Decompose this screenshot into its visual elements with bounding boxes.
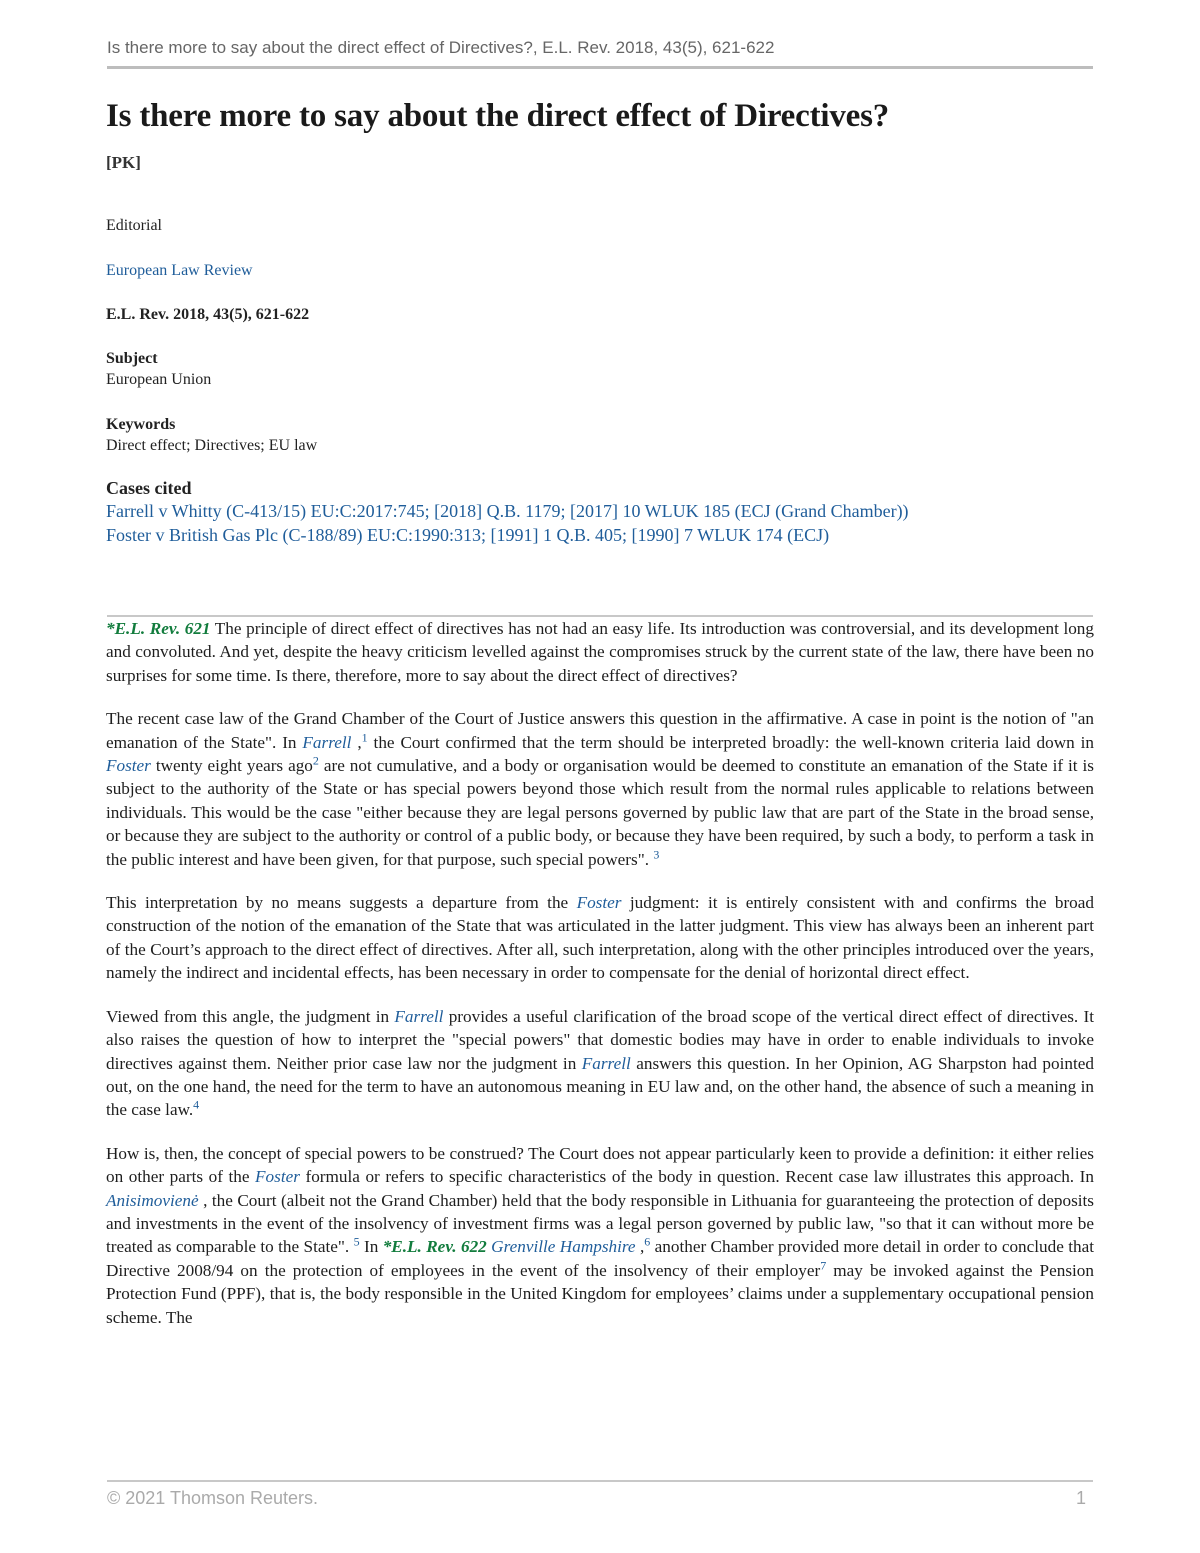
case-ref-grenville-hampshire[interactable]: Grenville Hampshire xyxy=(491,1237,636,1257)
journal-link[interactable]: European Law Review xyxy=(106,262,253,279)
case-ref-foster[interactable]: Foster xyxy=(576,893,622,913)
case-link-farrell[interactable]: Farrell v Whitty (C-413/15) EU:C:2017:745; [2018] Q.B. 1179; [2017] 10 WLUK 185 (ECJ (Grand Chamber)) xyxy=(106,501,909,521)
page-number: 1 xyxy=(1076,1488,1087,1508)
footnote-7[interactable]: 7 xyxy=(820,1258,827,1273)
case-ref-farrell[interactable]: Farrell xyxy=(394,1006,444,1026)
case-ref-foster[interactable]: Foster xyxy=(106,756,151,776)
paragraph-5-text: In xyxy=(359,1237,383,1257)
paragraph-4 xyxy=(106,1005,1094,1122)
paragraph-1 xyxy=(106,617,1094,687)
cases-cited-label: Cases cited xyxy=(106,478,192,498)
paragraph-4-text: provides a useful clarification of the broad scope of the vertical direct effect of directives. It also raises the question of how to interpret the "special powers" that domestic bodies may have in order to enable individuals to invoke directives against them. Neither prior case law nor the judgment in xyxy=(106,1006,1095,1073)
paragraph-5-text: may be invoked against the Pension Protection Fund (PPF), that is, the body responsible in the United Kingdom for employees’ claims under a supplementary occupational pension scheme. The xyxy=(106,1260,1094,1327)
case-ref-foster[interactable]: Foster xyxy=(255,1167,300,1187)
paragraph-2-text: twenty eight years ago xyxy=(150,756,313,776)
document-type: Editorial xyxy=(106,217,162,234)
paragraph-2-text: The recent case law of the Grand Chamber of the Court of Justice answers this question in the affirmative. A case in point is the notion of "an emanation of the State". In xyxy=(106,709,1094,752)
subject-value: European Union xyxy=(106,371,212,388)
paragraph-2-text: the Court confirmed that the term should be interpreted broadly: the well-known criteria laid down in xyxy=(367,732,1095,752)
keywords-label: Keywords xyxy=(106,416,176,433)
footer-divider xyxy=(107,1480,1093,1482)
paragraph-5-text: another Chamber provided more detail in order to conclude that Directive 2008/94 on the protection of employees in the event of the insolvency of their employer xyxy=(106,1237,1095,1280)
paragraph-2 xyxy=(106,707,1094,871)
paragraph-4-text: Viewed from this angle, the judgment in xyxy=(106,1006,395,1026)
case-ref-anisimoviene[interactable]: Anisimovienė xyxy=(106,1190,199,1210)
article-title: Is there more to say about the direct effect of Directives? xyxy=(106,98,890,134)
article-front-matter xyxy=(106,98,1094,547)
case-ref-farrell[interactable]: Farrell xyxy=(581,1053,631,1073)
paragraph-5-text: How is, then, the concept of special powers to be construed? The Court does not appear particularly keen to provide a definition: it either relies on other parts of the xyxy=(106,1143,1094,1187)
paragraph-2-text: , xyxy=(351,732,362,752)
paragraph-3 xyxy=(106,891,1094,985)
paragraph-5-text: , xyxy=(635,1237,645,1257)
case-ref-farrell[interactable]: Farrell xyxy=(302,732,352,752)
cases-cited-block xyxy=(106,478,1094,547)
subject-label: Subject xyxy=(106,350,158,367)
paragraph-2-text: are not cumulative, and a body or organisation would be deemed to constitute an emanation of the State if it is subject to the authority of the State or has special powers beyond those which result from the normal rules applicable to relations between individuals. This would be the case "either because they are legal persons governed by public law that are part of the State in the broad sense, or because they are subject to the authority or control of a public body, or because they have been required, by such a body, to perform a task in the public interest and have been given, for that purpose, such special powers". xyxy=(106,756,1094,869)
paragraph-5 xyxy=(106,1142,1094,1329)
header-divider xyxy=(107,66,1093,69)
footnote-2[interactable]: 2 xyxy=(312,753,319,768)
keywords-block xyxy=(106,414,1094,456)
paragraph-3-text: This interpretation by no means suggests a departure from the xyxy=(106,893,577,913)
case-link-foster[interactable]: Foster v British Gas Plc (C-188/89) EU:C:1990:313; [1991] 1 Q.B. 405; [1990] 7 WLUK 174 (ECJ) xyxy=(106,525,830,545)
footnote-5[interactable]: 5 xyxy=(353,1234,360,1249)
paragraph-1-text: The principle of direct effect of directives has not had an easy life. Its introduction was controversial, and its development long and convoluted. And yet, despite the heavy criticism levelled against the compromises struck by the current state of the law, there have been no surprises for some time. Is there, therefore, more to say about the direct effect of directives? xyxy=(106,619,1094,685)
author: [PK] xyxy=(106,153,141,172)
keywords-value: Direct effect; Directives; EU law xyxy=(106,437,318,454)
page-ref-622[interactable]: *E.L. Rev. 622 xyxy=(382,1237,487,1257)
article-body xyxy=(106,617,1094,1349)
paragraph-4-text: answers this question. In her Opinion, AG Sharpston had pointed out, on the one hand, the need for the term to have an autonomous meaning in EU law and, on the other hand, the absence of such a meaning in the case law. xyxy=(106,1053,1094,1120)
page-ref-621[interactable]: *E.L. Rev. 621 xyxy=(106,619,211,638)
footnote-1[interactable]: 1 xyxy=(361,729,368,744)
copyright: © 2021 Thomson Reuters. xyxy=(107,1488,319,1508)
running-header: Is there more to say about the direct effect of Directives?, E.L. Rev. 2018, 43(5), 621-622 xyxy=(107,38,775,57)
footnote-4[interactable]: 4 xyxy=(193,1097,200,1112)
footnote-6[interactable]: 6 xyxy=(644,1234,651,1249)
footnote-3[interactable]: 3 xyxy=(653,846,660,861)
paragraph-5-text: formula or refers to specific characteristics of the body in question. Recent case law illustrates this approach. In xyxy=(299,1167,1094,1187)
paragraph-5-text: , the Court (albeit not the Grand Chamber) held that the body responsible in Lithuania for guaranteeing the protection of deposits and investments in the event of the insolvency of investment firms was a legal person governed by public law, "so that it can without more be treated as comparable to the State". xyxy=(106,1190,1094,1257)
paragraph-3-text: judgment: it is entirely consistent with and confirms the broad construction of the notion of the emanation of the State that was articulated in the latter judgment. This view has always been an inherent part of the Court’s approach to the direct effect of directives. After all, such interpretation, along with the other principles introduced over the years, namely the indirect and incidental effects, has been necessary in order to compensate for the denial of horizontal direct effect. xyxy=(106,893,1094,983)
citation: E.L. Rev. 2018, 43(5), 621-622 xyxy=(106,306,310,323)
subject-block xyxy=(106,348,1094,390)
